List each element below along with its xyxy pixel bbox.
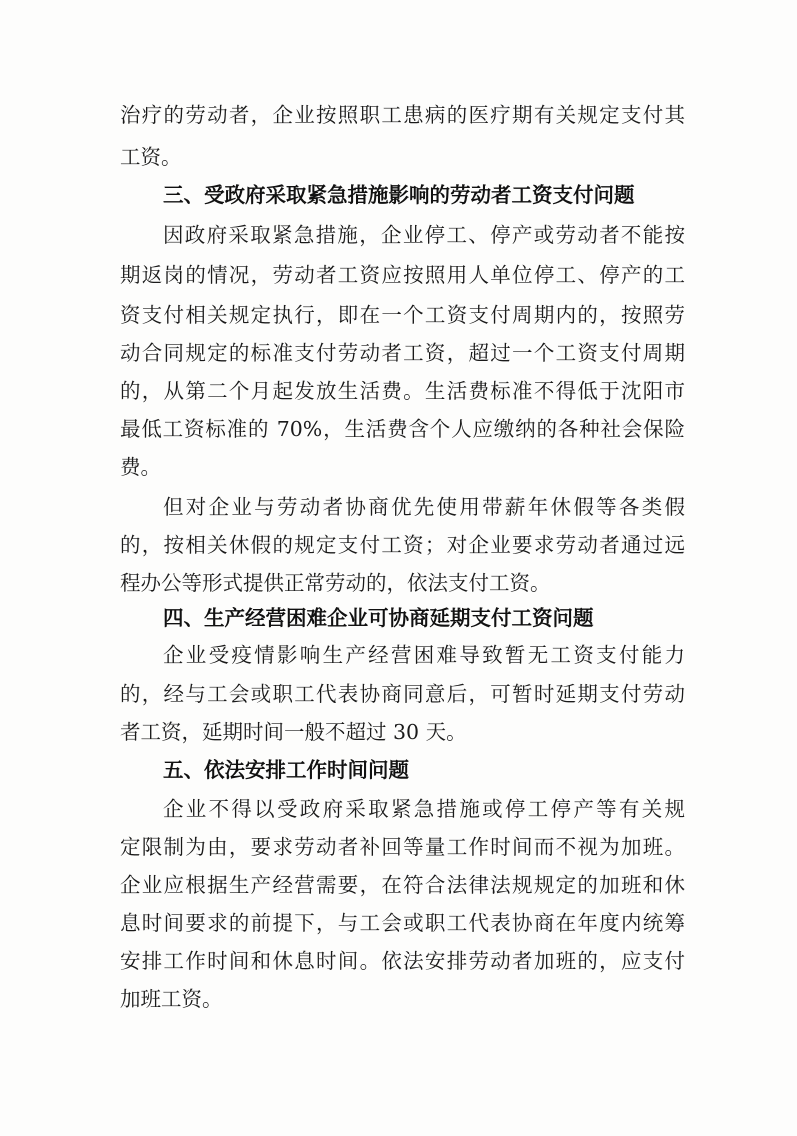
text-line: 工资。 (120, 145, 182, 169)
text-line: 费。 (120, 455, 161, 479)
text-line: 的，从第二个月起发放生活费。生活费标准不得低于沈阳市 (120, 379, 685, 403)
text-line: 治疗的劳动者，企业按照职工患病的医疗期有关规定支付其 (120, 103, 685, 127)
section-heading: 五、依法安排工作时间问题 (163, 758, 409, 782)
text-line: 程办公等形式提供正常劳动的，依法支付工资。 (120, 571, 551, 595)
section-heading: 四、生产经营困难企业可协商延期支付工资问题 (163, 606, 594, 630)
text-line: 企业应根据生产经营需要，在符合法律法规规定的加班和休 (120, 873, 685, 897)
section-heading: 三、受政府采取紧急措施影响的劳动者工资支付问题 (163, 183, 635, 207)
text-line: 安排工作时间和休息时间。依法安排劳动者加班的，应支付 (120, 949, 685, 973)
text-line: 企业不得以受政府采取紧急措施或停工停产等有关规 (163, 797, 685, 821)
text-line: 的，经与工会或职工代表协商同意后，可暂时延期支付劳动 (120, 682, 685, 706)
text-line: 但对企业与劳动者协商优先使用带薪年休假等各类假 (163, 495, 685, 519)
text-line: 动合同规定的标准支付劳动者工资，超过一个工资支付周期 (120, 341, 685, 365)
text-line: 定限制为由，要求劳动者补回等量工作时间而不视为加班。 (120, 835, 685, 859)
text-line: 加班工资。 (120, 987, 223, 1011)
text-line: 者工资，延期时间一般不超过 30 天。 (120, 720, 467, 744)
text-line: 最低工资标准的 70%，生活费含个人应缴纳的各种社会保险 (120, 417, 685, 441)
text-line: 因政府采取紧急措施，企业停工、停产或劳动者不能按 (163, 223, 685, 247)
text-line: 的，按相关休假的规定支付工资；对企业要求劳动者通过远 (120, 533, 685, 557)
text-line: 期返岗的情况，劳动者工资应按照用人单位停工、停产的工 (120, 263, 685, 287)
text-line: 企业受疫情影响生产经营困难导致暂无工资支付能力 (163, 643, 685, 667)
text-line: 息时间要求的前提下，与工会或职工代表协商在年度内统筹 (120, 911, 685, 935)
text-line: 资支付相关规定执行，即在一个工资支付周期内的，按照劳 (120, 303, 685, 327)
